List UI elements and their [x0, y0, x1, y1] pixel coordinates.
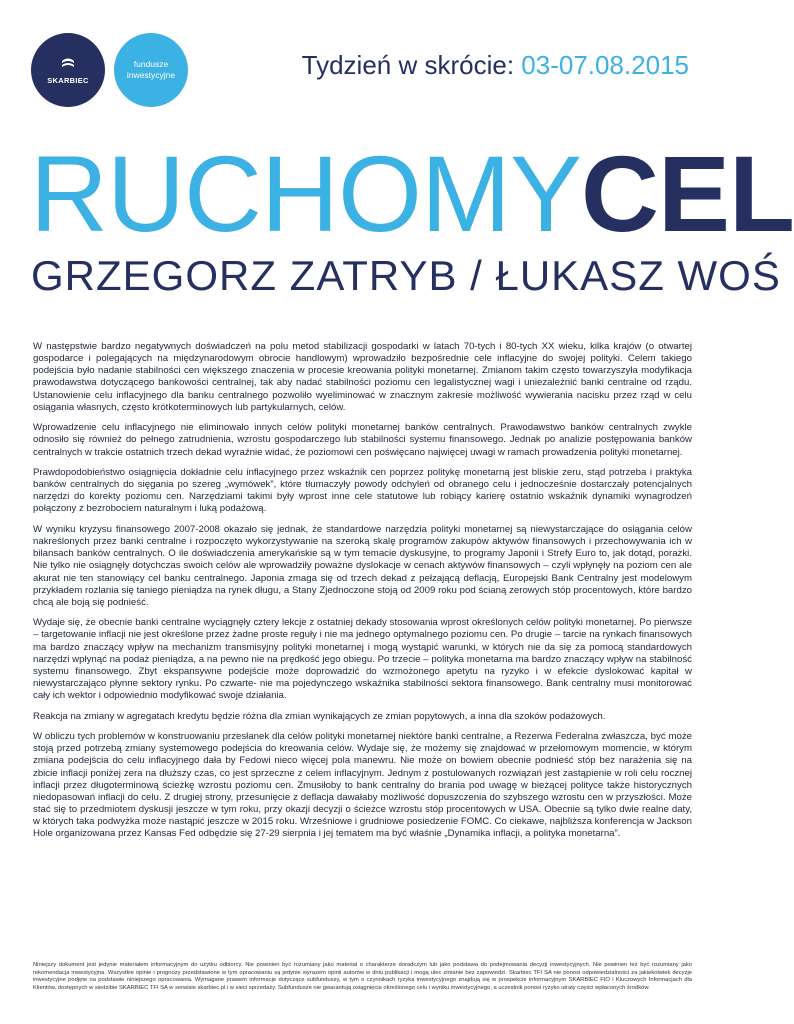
paragraph: Wprowadzenie celu inflacyjnego nie eliminowało innych celów polityki monetarnej banków centralnych. Prawodawstwo banków centralnych zwykle odnosiło się również do pełnego zatrudnienia, wzrostu gospodarczego lub stabilności systemu finansowego. Jednak po analizie postępowania banków centralnych w trakcie ostatnich trzech dekad wyraźnie widać, że poziomowi cen poświęcano najwięcej uwagi w ramach prowadzenia polityki monetarnej.: [33, 422, 692, 458]
title-part-bold: CEL: [580, 133, 794, 254]
paragraph: W następstwie bardzo negatywnych doświadczeń na polu metod stabilizacji gospodarki w latach 70-tych i 80-tych XX wieku, kilka krajów (o otwartej gospodarce i polegających na międzynarodowym obrocie handlowym) wprowadziło bezpośrednie cele inflacyjne do swojej polityki. Celem takiego podejścia było nadanie stabilności cen większego znaczenia w procesie kreowania polityki monetarnej. Zmianom takim często towarzyszyła modyfikacja prawodawstwa dotyczącego bankowości centralnej, tak aby nadać stabilności poziomu cen legalistycznej wagi i uniezależnić banki centralne od rządu. Ustanowienie celu inflacyjnego dla banku centralnego pozwoliło wyeliminować w znacznym zakresie możliwość wywierania nacisku przez rząd w celu osiągania własnych, często krótkoterminowych lub partykularnych, celów.: [33, 341, 692, 413]
legal-disclaimer: Niniejszy dokument jest jedynie materiałem informacyjnym do użytku odbiorcy. Nie powinien być rozumiany jako materiał o charakterze doradczym lub jako podstawa do podejmowania decyzji inwestycyjnych. Nie powinien też być rozumiany jako rekomendacja inwestycyjna. Wszystkie opinie i prognozy przedstawione w tym opracowaniu są jedynie wyrazem opinii autorów w dniu publikacji i mogą ulec zmianie bez zapowiedzi. Skarbiec TFI SA nie ponosi odpowiedzialności za jakiekolwiek decyzje inwestycyjne podjęte na podstawie niniejszego opracowania. Wymagane prawem informacje dotyczące subfunduszy, w tym o czynnikach ryzyka inwestycyjnego znajdują się w prospekcie informacyjnym SKARBIEC FIO i Kluczowych Informacjach dla Klientów, dostępnych w siedzibie SKARBIEC TFI SA w serwisie skarbiec.pl i w sieci sprzedaży. Subfundusze nie gwarantują osiągnięcia określonego celu i wyniku inwestycyjnego, a uczestnik ponosi ryzyko utraty części wpłaconych środków.: [33, 962, 692, 992]
authors-line: GRZEGORZ ZATRYB / ŁUKASZ WOŚ: [31, 252, 781, 299]
funds-badge-text: fundusze inwestycyjne: [126, 59, 176, 80]
paragraph: Reakcja na zmiany w agregatach kredytu będzie różna dla zmian wynikających ze zmian popytowych, a inna dla szoków podażowych.: [33, 710, 606, 722]
logo-brand-text: SKARBIEC: [47, 76, 89, 85]
page-title: [30, 133, 794, 254]
article-body: [33, 341, 692, 849]
skarbiec-logo: [31, 33, 105, 107]
paragraph: W obliczu tych problemów w konstruowaniu przesłanek dla celów polityki monetarnej niektóre banki centralne, a Rezerwa Federalna zwłaszcza, być może stoją przed potrzebą zmiany systemowego podejścia do kreowania celów. Wydaje się, że możemy się znajdować w przełomowym momencie, w którym zmiana podejścia do celu inflacyjnego dała by Fedowi nieco więcej pola manewru. Nie może on bowiem obecnie podnieść stóp bez narażenia się na zbicie inflacji poniżej zera na dłuższy czas, co jest sprzeczne z celem inflacyjnym. Jednym z postulowanych rozwiązań jest zastąpienie w roli celu rocznej inflacji przez długoterminową ścieżkę wzrostu poziomu cen. Zmusiłoby to bank centralny do brania pod uwagę w bieżącej polityce także historycznych niedopasowań inflacji do celu. Z drugiej strony, przesunięcie z deflacja dawałaby możliwość dopuszczenia do szybszego wzrostu cen w przyszłości. Może stać się to przedmiotem dyskusji jeszcze w tym roku, przy okazji decyzji o ścieżce wzrostu stóp procentowych w USA. Obecnie są tylko dwie realne daty, w których taka podwyżka może nastąpić jeszcze w 2015 roku. Wrześniowe i grudniowe posiedzenie FOMC. Co ciekawe, najbliższa konferencja w Jackson Hole organizowana przez Kansas Fed odbędzie się 27-29 sierpnia i jej tematem ma być właśnie „Dynamika inflacji, a polityka monetarna”.: [33, 731, 692, 840]
skarbiec-emblem-icon: [60, 55, 76, 71]
week-dates: 03-07.08.2015: [521, 50, 689, 80]
paragraph: W wyniku kryzysu finansowego 2007-2008 okazało się jednak, że standardowe narzędzia polityki monetarnej są niewystarczające do osiągania celów nakreślonych przez banki centralne i rozpoczęto wykorzystywanie na szeroką skalę programów zakupów aktywów finansowych i przechowywania ich w bilansach banków centralnych. O ile doświadczenia amerykańskie są w tym temacie dyskusyjne, to programy Japonii i Strefy Euro to, jak dotąd, porażki. Nie tylko nie osiągnęły dotychczas swoich celów ale wprowadziły poważne dyslokacje w cenach aktywów finansowych – czyli wpłynęły na poziom cen ale akurat nie ten stanowiący cel banku centralnego. Japonia zmaga się od trzech dekad z pełzającą deflacją, Europejski Bank Centralny jest modelowym przykładem rozlania się taniego pieniądza na rynek długu, a Stany Zjednoczone stoją od 2009 roku pod ścianą zerowych stóp procentowych, które bardzo chcą ale boją się podnieść.: [33, 523, 692, 608]
title-part-light: RUCHOMY: [30, 133, 581, 254]
funds-badge: [114, 33, 188, 107]
week-label: Tydzień w skrócie:: [301, 50, 515, 80]
paragraph: Wydaje się, że obecnie banki centralne wyciągnęły cztery lekcje z ostatniej dekady stosowania wprost określonych celów polityki monetarnej. Po pierwsze – targetowanie inflacji nie jest określone przez żadne proste reguły i nie ma jednego optymalnego poziomu cen. Po drugie – tarcie na rynkach finansowych ma bardzo znaczący wpływ na mechanizm transmisyjny polityki monetarnej i mogą wystąpić warunki, w których nie da się za pomocą standardowych narzędzi wpłynąć na podaż pieniądza, a na pewno nie na prędkość jego obiegu. Po trzecie – polityka monetarna ma bardzo znaczący wpływ na stabilność systemu finansowego. Zbyt ekspansywne podejście może doprowadzić do wzmożonego apetytu na ryzyko i w efekcie dyslokować kapitał w niewystarczająco płynne sektory rynku. Po czwarte- nie ma pojedynczego wskaźnika stabilności sektora finansowego. Bank centralny musi monitorować cały ich wektor i odpowiednio modyfikować swoje działania.: [33, 617, 692, 702]
week-summary-heading: [302, 50, 689, 81]
paragraph: Prawdopodobieństwo osiągnięcia dokładnie celu inflacyjnego przez wskaźnik cen poprzez politykę monetarną jest bliskie zeru, stąd potrzeba i praktyka banków centralnych do sięgania po szereg „wymówek”, które tłumaczyły powody odchyleń od obranego celu i jednocześnie dostarczały potencjalnych narzędzi do korekty poziomu cen. Narzędziami takimi były wprost inne cele statutowe lub robiący karierę ostatnio wskaźnik dynamiki wynagrodzeń połączony z bezrobociem naturalnym i luką podażową.: [33, 467, 692, 515]
